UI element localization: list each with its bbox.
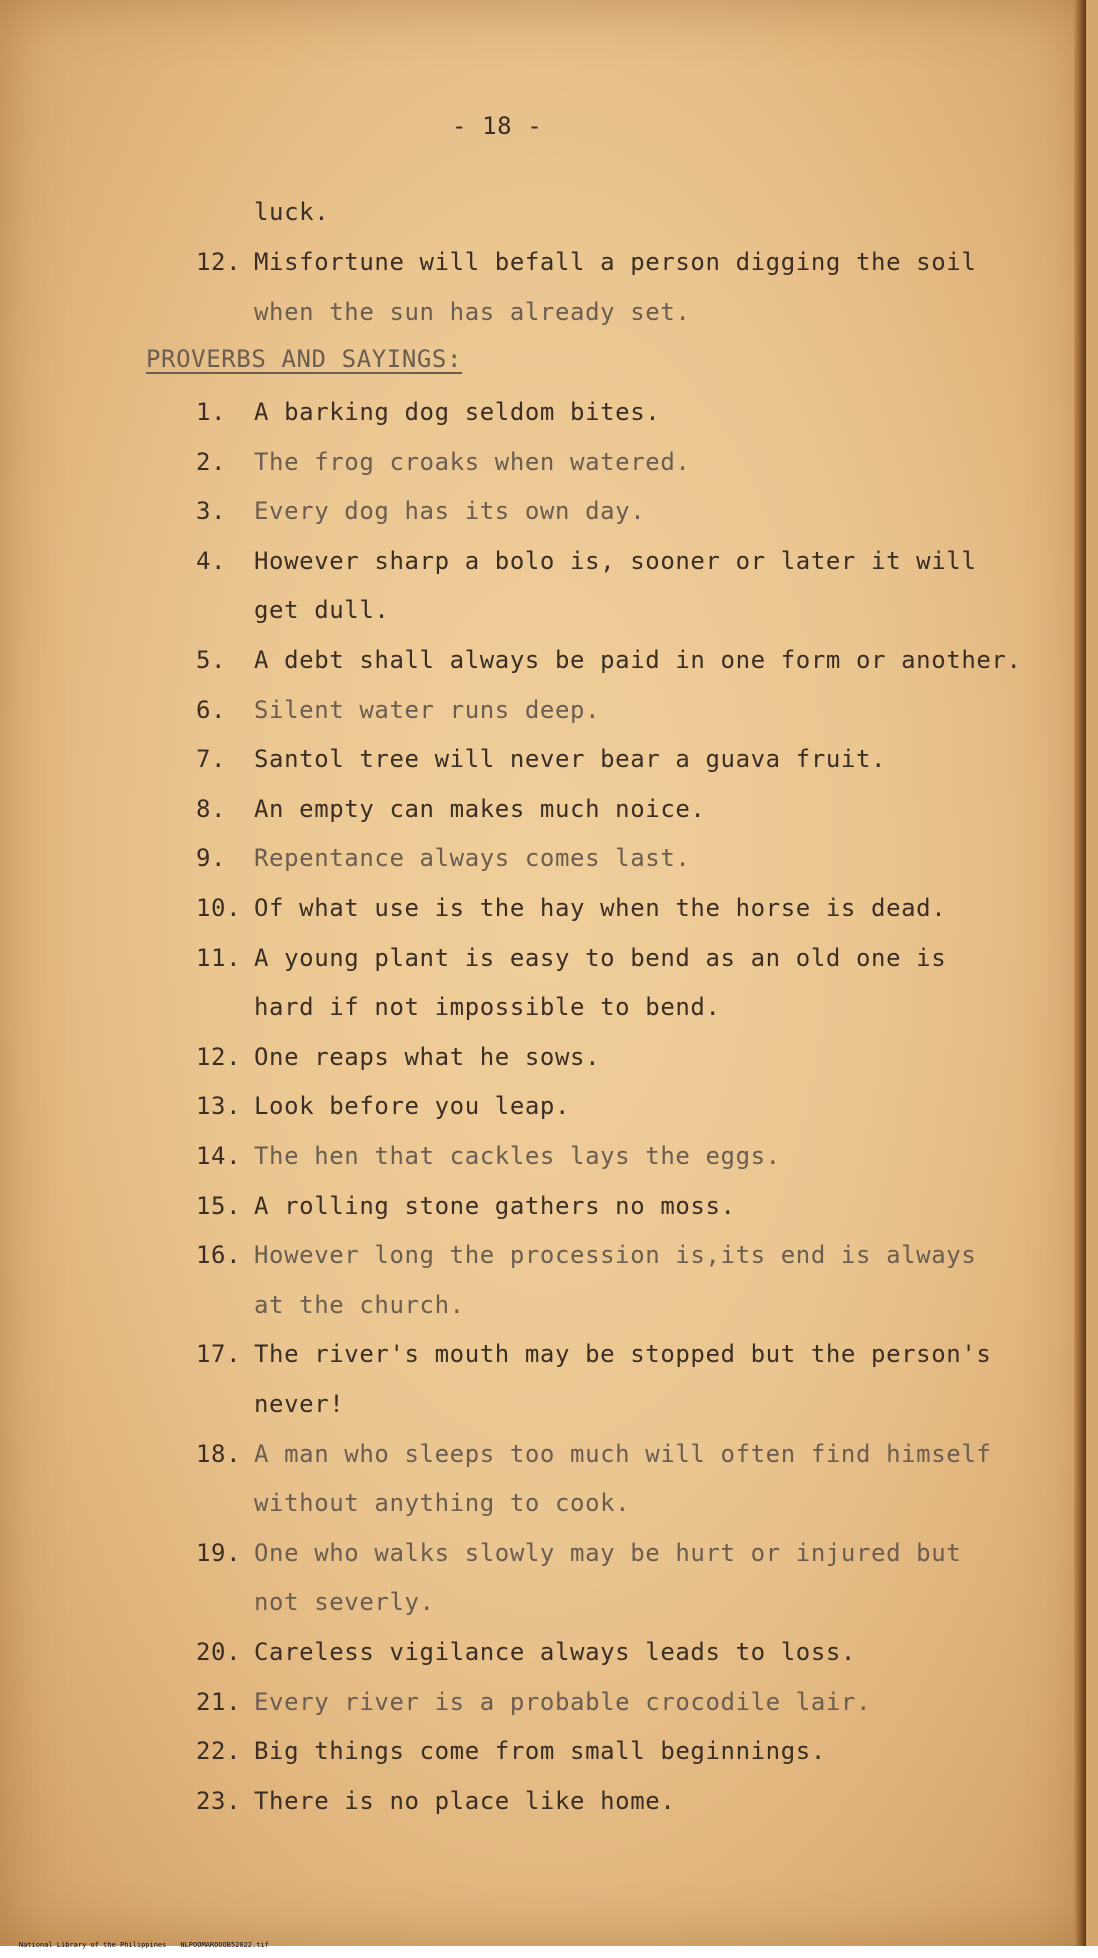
proverb-text: A man who sleeps too much will often find himself bbox=[254, 1439, 992, 1468]
proverb-text: never! bbox=[254, 1390, 345, 1418]
proverb-text: hard if not impossible to bend. bbox=[254, 993, 721, 1022]
list-item-text: Misfortune will befall a person digging the soil bbox=[254, 248, 977, 276]
proverb-number: 4. bbox=[196, 546, 227, 575]
footer-library: National Library of the Philippines bbox=[18, 1941, 167, 1949]
proverb-text: A young plant is easy to bend as an old one is bbox=[254, 943, 947, 972]
proverb-number: 1. bbox=[196, 398, 227, 426]
proverb-text: Santol tree will never bear a guava fruit. bbox=[254, 745, 887, 774]
proverb-text: The frog croaks when watered. bbox=[254, 447, 691, 476]
proverb-number: 2. bbox=[196, 447, 227, 476]
proverb-number: 16. bbox=[196, 1241, 242, 1270]
proverb-number: 20. bbox=[196, 1638, 242, 1666]
continuation-text: luck. bbox=[254, 198, 330, 226]
proverb-number: 10. bbox=[196, 894, 242, 922]
proverb-text: The hen that cackles lays the eggs. bbox=[254, 1142, 781, 1170]
proverb-number: 12. bbox=[196, 1042, 242, 1071]
proverb-text: However long the procession is,its end is always bbox=[254, 1241, 977, 1270]
proverb-number: 13. bbox=[196, 1092, 242, 1121]
proverb-number: 6. bbox=[196, 695, 227, 724]
proverb-text: The river's mouth may be stopped but the person's bbox=[254, 1340, 992, 1369]
proverb-text: A barking dog seldom bites. bbox=[254, 398, 661, 426]
proverb-text: One who walks slowly may be hurt or injured but bbox=[254, 1538, 962, 1567]
scan-footer bbox=[0, 1941, 1098, 1958]
proverb-text: Every river is a probable crocodile lair. bbox=[254, 1687, 872, 1716]
proverb-text: Look before you leap. bbox=[254, 1092, 571, 1121]
proverb-number: 3. bbox=[196, 497, 227, 526]
proverb-text: Careless vigilance always leads to loss. bbox=[254, 1638, 856, 1666]
proverb-number: 21. bbox=[196, 1687, 242, 1716]
page-number: - 18 - bbox=[452, 112, 543, 140]
proverb-number: 23. bbox=[196, 1786, 242, 1815]
proverb-number: 9. bbox=[196, 844, 227, 873]
proverb-text: Every dog has its own day. bbox=[254, 497, 646, 526]
proverb-number: 7. bbox=[196, 745, 227, 774]
proverb-text: without anything to cook. bbox=[254, 1489, 631, 1518]
proverb-number: 15. bbox=[196, 1191, 242, 1220]
proverb-number: 18. bbox=[196, 1439, 242, 1468]
proverb-text: at the church. bbox=[254, 1290, 465, 1319]
page-edge-shadow bbox=[1074, 0, 1086, 1946]
proverb-text: not severly. bbox=[254, 1588, 435, 1617]
proverb-text: get dull. bbox=[254, 596, 390, 625]
proverb-number: 17. bbox=[196, 1340, 242, 1369]
proverb-number: 22. bbox=[196, 1737, 242, 1766]
proverb-text: There is no place like home. bbox=[254, 1786, 676, 1815]
proverb-text: Repentance always comes last. bbox=[254, 844, 691, 873]
proverb-text: A rolling stone gathers no moss. bbox=[254, 1191, 736, 1220]
proverb-number: 11. bbox=[196, 943, 242, 972]
proverb-text: However sharp a bolo is, sooner or later it will bbox=[254, 546, 977, 575]
proverb-number: 19. bbox=[196, 1538, 242, 1567]
proverb-text: A debt shall always be paid in one form or another. bbox=[254, 646, 1022, 674]
proverb-number: 8. bbox=[196, 794, 227, 823]
list-item-text: when the sun has already set. bbox=[254, 298, 691, 326]
list-item-number: 12. bbox=[196, 248, 242, 276]
section-heading: PROVERBS AND SAYINGS: bbox=[146, 345, 463, 373]
proverb-text: Silent water runs deep. bbox=[254, 695, 601, 724]
footer-file-id: NLPOOMAROOOB52022.tif bbox=[180, 1941, 269, 1949]
proverb-text: Of what use is the hay when the horse is dead. bbox=[254, 894, 947, 922]
proverb-text: Big things come from small beginnings. bbox=[254, 1737, 826, 1766]
proverb-text: One reaps what he sows. bbox=[254, 1042, 601, 1071]
proverb-number: 5. bbox=[196, 646, 227, 674]
proverb-text: An empty can makes much noice. bbox=[254, 794, 706, 823]
proverb-number: 14. bbox=[196, 1142, 242, 1170]
